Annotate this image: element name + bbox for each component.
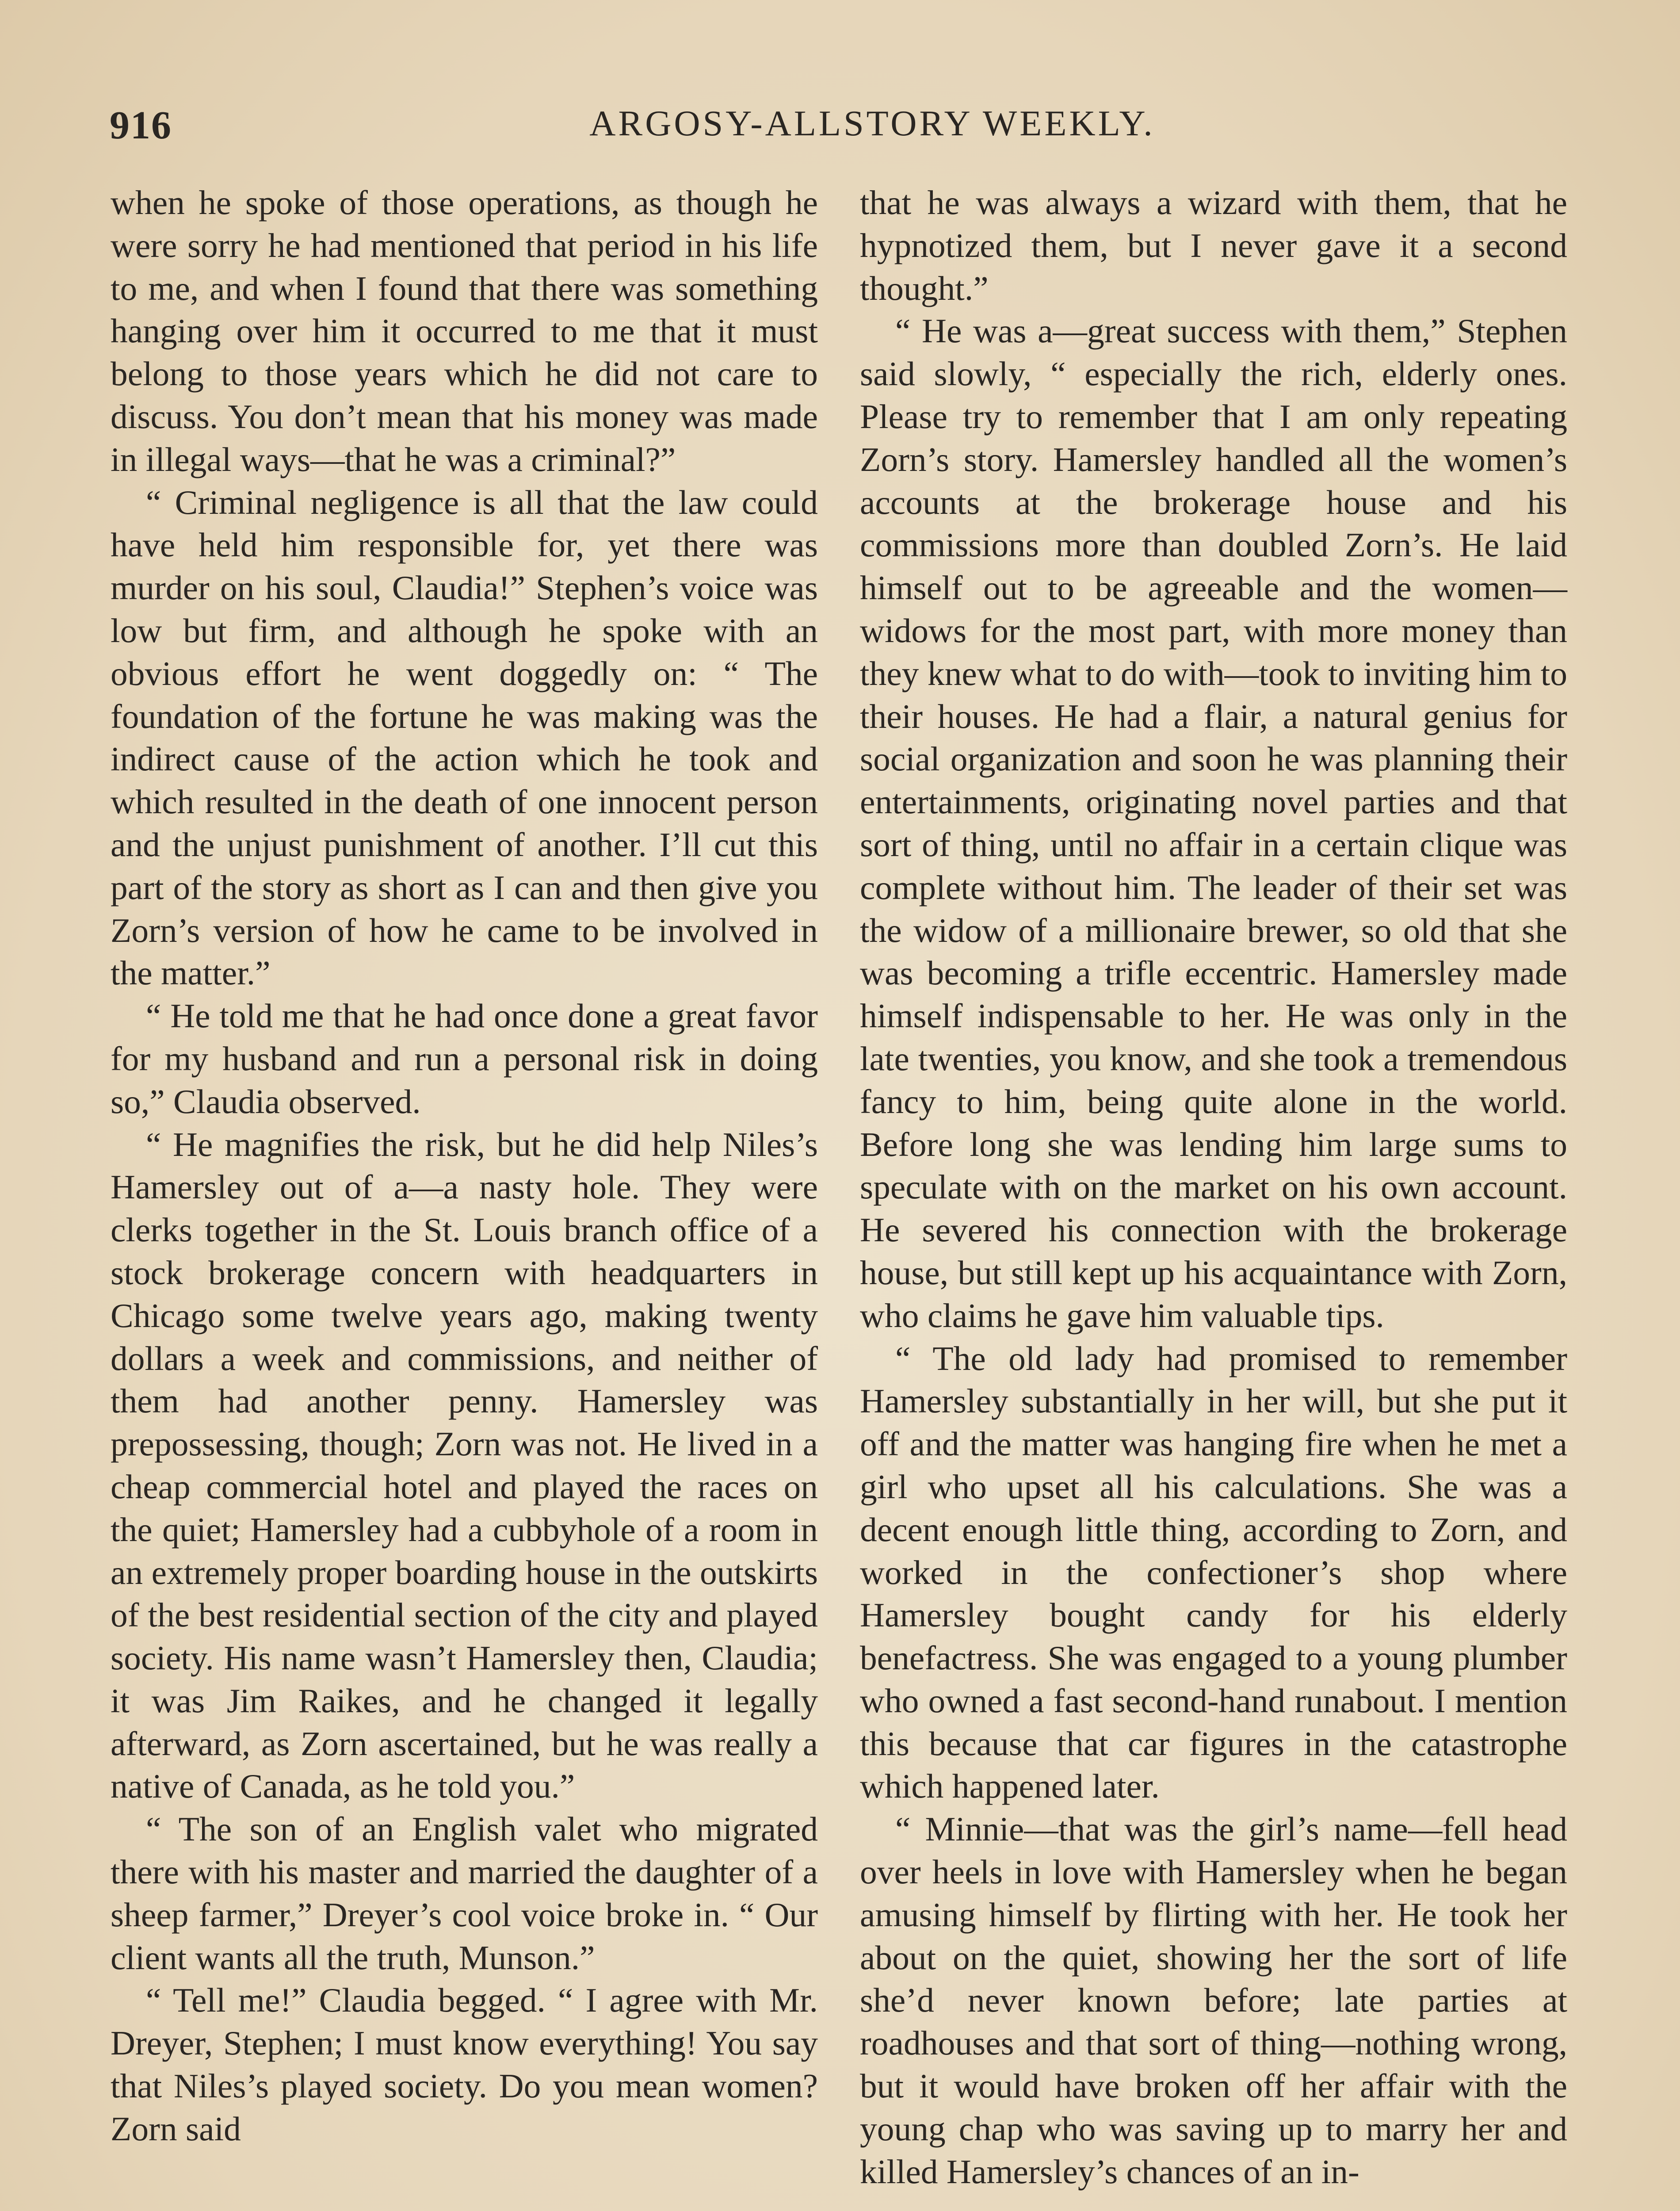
paragraph: “ He magnifies the risk, but he did help Niles’s Hamersley out of a—a nasty hole. They were clerks together in the St. Louis branch office of a stock brokerage concern with headquarters in Chicago some twelve years ago, making twenty dollars a week and commissions, and neither of them had another penny. Hamersley was prepossessing, though; Zorn was not. He lived in a cheap commercial hotel and played the races on the quiet; Hamersley had a cubbyhole of a room in an extremely proper boarding house in the outskirts of the best residential section of the city and played society. His name wasn’t Hamersley then, Claudia; it was Jim Raikes, and he changed it legally afterward, as Zorn ascertained, but he was really a native of Canada, as he told you.” bbox=[111, 1125, 818, 1806]
paragraph: “ Tell me!” Claudia begged. “ I agree with Mr. Dreyer, Stephen; I must know everything! You say that Niles’s played society. Do you mean women? Zorn said bbox=[111, 1981, 818, 2148]
page-header bbox=[110, 103, 1564, 151]
right-column bbox=[860, 181, 1567, 2193]
paragraph: “ The old lady had promised to remember Hamersley substantially in her will, but she put it off and the matter was hanging fire when he met a girl who upset all his calculations. She was a decent enough little thing, according to Zorn, and worked in the confectioner’s shop where Hamersley bought candy for his elderly benefactress. She was engaged to a young plumber who owned a fast second-hand runabout. I mention this because that car figures in the catastrophe which happened later. bbox=[860, 1339, 1567, 1806]
paragraph: “ Criminal negligence is all that the law could have held him responsible for, yet there was murder on his soul, Claudia!” Stephen’s voice was low but firm, and although he spoke with an obvious effort he went doggedly on: “ The foundation of the fortune he was making was the indirect cause of the action which he took and which resulted in the death of one innocent person and the unjust punishment of another. I’ll cut this part of the story as short as I can and then give you Zorn’s version of how he came to be involved in the matter.” bbox=[111, 483, 818, 992]
paragraph: “ The son of an English valet who migrated there with his master and married the daughter of a sheep farmer,” Dreyer’s cool voice broke in. “ Our client wants all the truth, Munson.” bbox=[111, 1810, 818, 1977]
left-column bbox=[111, 181, 818, 2150]
paragraph: when he spoke of those operations, as though he were sorry he had mentioned that period in his life to me, and when I found that there was something hanging over him it occurred to me that it must belong to those years which he did not care to discuss. You don’t mean that his money was made in illegal ways—that he was a criminal?” bbox=[111, 184, 818, 478]
paragraph: “ Minnie—that was the girl’s name—fell head over heels in love with Hamersley when he began amusing himself by flirting with her. He took her about on the quiet, showing her the sort of life she’d never known before; late parties at roadhouses and that sort of thing—nothing wrong, but it would have broken off her affair with the young chap who was saving up to marry her and killed Hamersley’s chances of an in- bbox=[860, 1810, 1567, 2191]
running-head: ARGOSY-ALLSTORY WEEKLY. bbox=[589, 103, 1155, 143]
paragraph: “ He was a—great success with them,” Stephen said slowly, “ especially the rich, elderly ones. Please try to remember that I am only repeating Zorn’s story. Hamersley handled all the women’s accounts at the brokerage house and his commissions more than doubled Zorn’s. He laid himself out to be agreeable and the women—widows for the most part, with more money than they knew what to do with—took to inviting him to their houses. He had a flair, a natural genius for social organization and soon he was planning their entertainments, originating novel parties and that sort of thing, until no affair in a certain clique was complete without him. The leader of their set was the widow of a millionaire brewer, so old that she was becoming a trifle eccentric. Hamersley made himself indispensable to her. He was only in the late twenties, you know, and she took a tremendous fancy to him, being quite alone in the world. Before long she was lending him large sums to speculate with on the market on his own account. He severed his connection with the brokerage house, but still kept up his acquaintance with Zorn, who claims he gave him valuable tips. bbox=[860, 312, 1567, 1335]
page-number: 916 bbox=[110, 103, 172, 147]
paragraph: “ He told me that he had once done a great favor for my husband and run a personal risk in doing so,” Claudia observed. bbox=[111, 997, 818, 1121]
paragraph: that he was always a wizard with them, that he hypnotized them, but I never gave it a second thought.” bbox=[860, 184, 1567, 307]
